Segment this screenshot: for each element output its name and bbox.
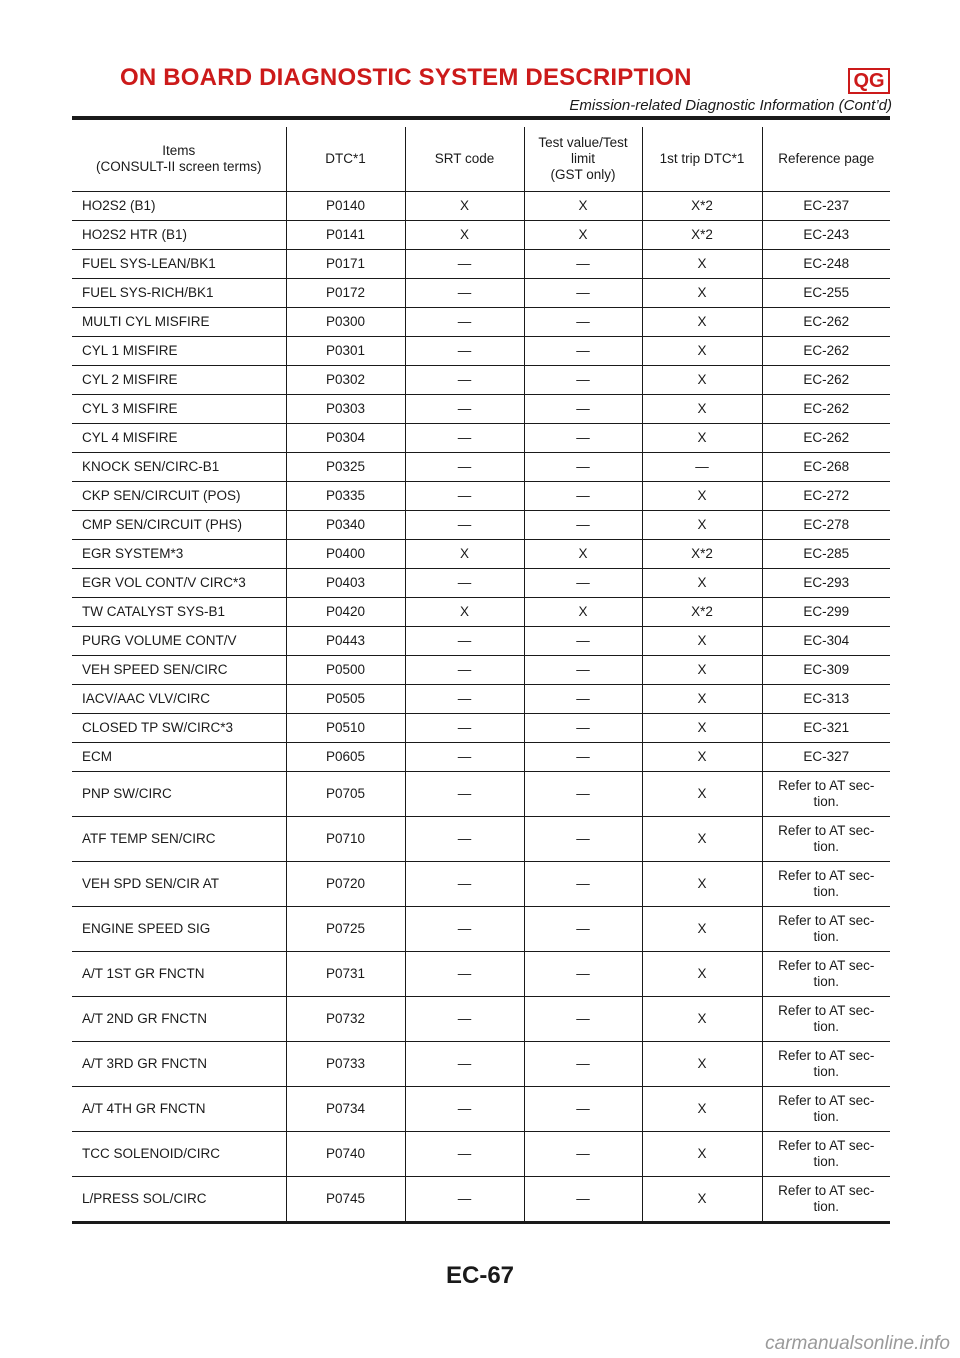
table-cell: A/T 4TH GR FNCTN	[72, 1087, 286, 1132]
table-cell: —	[405, 308, 524, 337]
table-cell: P0605	[286, 743, 405, 772]
table-cell: —	[405, 1042, 524, 1087]
table-cell: Refer to AT sec- tion.	[762, 1087, 890, 1132]
table-cell: MULTI CYL MISFIRE	[72, 308, 286, 337]
table-cell: —	[405, 907, 524, 952]
table-cell: X	[642, 1042, 762, 1087]
table-cell: P0733	[286, 1042, 405, 1087]
table-cell: —	[405, 997, 524, 1042]
table-cell: —	[524, 997, 642, 1042]
table-cell: P0141	[286, 221, 405, 250]
table-cell: X	[642, 1132, 762, 1177]
table-cell: VEH SPEED SEN/CIRC	[72, 656, 286, 685]
table-cell: TCC SOLENOID/CIRC	[72, 1132, 286, 1177]
table-cell: X*2	[642, 192, 762, 221]
table-cell: A/T 2ND GR FNCTN	[72, 997, 286, 1042]
table-cell: —	[524, 511, 642, 540]
table-cell: EC-293	[762, 569, 890, 598]
table-row	[72, 656, 890, 685]
table-cell: P0140	[286, 192, 405, 221]
table-cell: CYL 4 MISFIRE	[72, 424, 286, 453]
table-cell: EC-262	[762, 395, 890, 424]
table-cell: FUEL SYS-RICH/BK1	[72, 279, 286, 308]
table-row	[72, 424, 890, 453]
table-cell: —	[524, 395, 642, 424]
table-cell: —	[524, 453, 642, 482]
table-row	[72, 772, 890, 817]
table-cell: X	[642, 907, 762, 952]
table-cell: FUEL SYS-LEAN/BK1	[72, 250, 286, 279]
table-cell: P0302	[286, 366, 405, 395]
table-cell: P0505	[286, 685, 405, 714]
table-cell: —	[524, 1177, 642, 1223]
table-cell: HO2S2 (B1)	[72, 192, 286, 221]
table-cell: —	[524, 569, 642, 598]
table-cell: PURG VOLUME CONT/V	[72, 627, 286, 656]
table-cell: CLOSED TP SW/CIRC*3	[72, 714, 286, 743]
table-cell: —	[405, 424, 524, 453]
table-cell: X	[642, 627, 762, 656]
table-cell: P0340	[286, 511, 405, 540]
page-subtitle: Emission-related Diagnostic Information (Cont’d)	[569, 97, 892, 114]
table-row	[72, 192, 890, 221]
column-header-label: Reference page	[778, 151, 875, 166]
table-cell: P0172	[286, 279, 405, 308]
table-cell: X*2	[642, 598, 762, 627]
table-cell: P0303	[286, 395, 405, 424]
table-cell: Refer to AT sec- tion.	[762, 952, 890, 997]
table-cell: X	[642, 743, 762, 772]
table-cell: X	[642, 952, 762, 997]
table-cell: P0171	[286, 250, 405, 279]
table-row	[72, 308, 890, 337]
table-row	[72, 598, 890, 627]
table-cell: KNOCK SEN/CIRC-B1	[72, 453, 286, 482]
table-cell: —	[405, 817, 524, 862]
table-cell: EC-268	[762, 453, 890, 482]
column-header-label: 1st trip DTC*1	[659, 151, 745, 166]
table-cell: —	[524, 1132, 642, 1177]
table-row	[72, 279, 890, 308]
header-row	[72, 127, 890, 192]
table-cell: X	[642, 569, 762, 598]
table-cell: ENGINE SPEED SIG	[72, 907, 286, 952]
table-cell: —	[524, 627, 642, 656]
table-cell: P0325	[286, 453, 405, 482]
table-row	[72, 714, 890, 743]
table-cell: Refer to AT sec- tion.	[762, 1177, 890, 1223]
table-cell: —	[524, 1042, 642, 1087]
table-cell: X	[642, 656, 762, 685]
table-row	[72, 862, 890, 907]
table-cell: X	[524, 221, 642, 250]
table-cell: —	[524, 685, 642, 714]
table-cell: EC-309	[762, 656, 890, 685]
table-cell: P0740	[286, 1132, 405, 1177]
header-rule	[72, 116, 890, 120]
table-body	[72, 192, 890, 1223]
table-cell: X	[642, 772, 762, 817]
table-cell: Refer to AT sec- tion.	[762, 1132, 890, 1177]
table-cell: P0443	[286, 627, 405, 656]
table-cell: X	[642, 424, 762, 453]
table-cell: —	[405, 395, 524, 424]
table-cell: X	[642, 1177, 762, 1223]
table-cell: —	[524, 482, 642, 511]
table-row	[72, 511, 890, 540]
table-cell: —	[524, 308, 642, 337]
table-cell: X	[642, 366, 762, 395]
table-cell: —	[524, 743, 642, 772]
table-cell: —	[642, 453, 762, 482]
table-cell: TW CATALYST SYS-B1	[72, 598, 286, 627]
table-cell: —	[405, 279, 524, 308]
table-cell: X*2	[642, 540, 762, 569]
table-cell: Refer to AT sec- tion.	[762, 907, 890, 952]
table-cell: X	[642, 308, 762, 337]
table-cell: EC-248	[762, 250, 890, 279]
table-cell: X	[524, 540, 642, 569]
table-cell: ECM	[72, 743, 286, 772]
table-cell: P0300	[286, 308, 405, 337]
table-cell: P0745	[286, 1177, 405, 1223]
table-row	[72, 743, 890, 772]
column-header	[642, 127, 762, 192]
table-row	[72, 817, 890, 862]
table-row	[72, 569, 890, 598]
table-row	[72, 685, 890, 714]
table-cell: P0725	[286, 907, 405, 952]
page-number: EC-67	[445, 1262, 515, 1289]
table-cell: P0705	[286, 772, 405, 817]
dtc-table	[72, 127, 890, 1224]
table-cell: A/T 1ST GR FNCTN	[72, 952, 286, 997]
table-cell: EC-262	[762, 337, 890, 366]
table-cell: —	[405, 366, 524, 395]
table-cell: P0301	[286, 337, 405, 366]
table-cell: Refer to AT sec- tion.	[762, 817, 890, 862]
table-cell: —	[524, 772, 642, 817]
table-cell: X	[642, 1087, 762, 1132]
table-cell: EC-255	[762, 279, 890, 308]
table-cell: A/T 3RD GR FNCTN	[72, 1042, 286, 1087]
table-cell: —	[524, 714, 642, 743]
table-cell: CMP SEN/CIRCUIT (PHS)	[72, 511, 286, 540]
table-cell: —	[405, 743, 524, 772]
column-header	[72, 127, 286, 192]
table-row	[72, 1132, 890, 1177]
table-cell: X	[642, 482, 762, 511]
column-header-label: DTC*1	[325, 151, 366, 166]
table-cell: —	[405, 453, 524, 482]
table-cell: EC-285	[762, 540, 890, 569]
table-cell: IACV/AAC VLV/CIRC	[72, 685, 286, 714]
table-cell: —	[405, 482, 524, 511]
table-cell: EC-272	[762, 482, 890, 511]
table-cell: Refer to AT sec- tion.	[762, 862, 890, 907]
table-cell: —	[405, 250, 524, 279]
table-cell: HO2S2 HTR (B1)	[72, 221, 286, 250]
column-header-label: Test value/Test limit (GST only)	[538, 135, 628, 182]
table-cell: EGR VOL CONT/V CIRC*3	[72, 569, 286, 598]
column-header	[762, 127, 890, 192]
column-header-label: Items (CONSULT-II screen terms)	[95, 143, 262, 174]
table-cell: —	[405, 1177, 524, 1223]
table-row	[72, 907, 890, 952]
table-cell: CKP SEN/CIRCUIT (POS)	[72, 482, 286, 511]
table-cell: X	[642, 817, 762, 862]
table-cell: X	[642, 714, 762, 743]
table-cell: CYL 3 MISFIRE	[72, 395, 286, 424]
table-cell: —	[405, 1132, 524, 1177]
table-cell: EC-299	[762, 598, 890, 627]
table-cell: —	[524, 279, 642, 308]
table-cell: —	[524, 250, 642, 279]
table-cell: —	[405, 952, 524, 997]
table-cell: X	[642, 250, 762, 279]
table-cell: L/PRESS SOL/CIRC	[72, 1177, 286, 1223]
table-cell: CYL 2 MISFIRE	[72, 366, 286, 395]
table-cell: EGR SYSTEM*3	[72, 540, 286, 569]
table-cell: ATF TEMP SEN/CIRC	[72, 817, 286, 862]
table-cell: —	[405, 656, 524, 685]
table-cell: —	[405, 627, 524, 656]
table-cell: EC-237	[762, 192, 890, 221]
table-cell: —	[524, 424, 642, 453]
table-row	[72, 250, 890, 279]
table-cell: EC-327	[762, 743, 890, 772]
table-cell: X	[405, 540, 524, 569]
table-cell: EC-278	[762, 511, 890, 540]
table-cell: X	[405, 221, 524, 250]
page-header	[0, 64, 960, 124]
table-row	[72, 1087, 890, 1132]
table-cell: —	[405, 772, 524, 817]
page-title: ON BOARD DIAGNOSTIC SYSTEM DESCRIPTION	[120, 64, 692, 91]
table-row	[72, 366, 890, 395]
table-row	[72, 221, 890, 250]
table-cell: EC-304	[762, 627, 890, 656]
table-cell: —	[405, 685, 524, 714]
column-header	[524, 127, 642, 192]
table-cell: —	[405, 337, 524, 366]
table-cell: EC-243	[762, 221, 890, 250]
column-header	[286, 127, 405, 192]
table-cell: —	[524, 862, 642, 907]
table-row	[72, 997, 890, 1042]
table-cell: EC-262	[762, 308, 890, 337]
table-cell: CYL 1 MISFIRE	[72, 337, 286, 366]
table-cell: X	[642, 337, 762, 366]
table-row	[72, 1042, 890, 1087]
table-cell: Refer to AT sec- tion.	[762, 1042, 890, 1087]
table-cell: —	[524, 1087, 642, 1132]
table-cell: X	[642, 862, 762, 907]
table-cell: P0734	[286, 1087, 405, 1132]
table-cell: X	[405, 598, 524, 627]
table-cell: X*2	[642, 221, 762, 250]
table-cell: P0731	[286, 952, 405, 997]
table-cell: VEH SPD SEN/CIR AT	[72, 862, 286, 907]
table-cell: EC-262	[762, 424, 890, 453]
table-cell: X	[642, 279, 762, 308]
table-cell: —	[405, 511, 524, 540]
column-header-label: SRT code	[434, 151, 495, 166]
table-cell: P0304	[286, 424, 405, 453]
table-cell: X	[642, 685, 762, 714]
table-cell: P0720	[286, 862, 405, 907]
table-cell: P0710	[286, 817, 405, 862]
engine-badge: QG	[848, 68, 890, 94]
table-row	[72, 627, 890, 656]
table-cell: —	[524, 817, 642, 862]
table-cell: X	[524, 598, 642, 627]
table-cell: P0420	[286, 598, 405, 627]
table-header	[72, 127, 890, 192]
table-cell: X	[642, 997, 762, 1042]
table-cell: P0335	[286, 482, 405, 511]
table-cell: —	[524, 656, 642, 685]
table-cell: P0732	[286, 997, 405, 1042]
table-cell: —	[405, 714, 524, 743]
table-cell: EC-262	[762, 366, 890, 395]
table-cell: X	[405, 192, 524, 221]
table-cell: —	[405, 862, 524, 907]
table-row	[72, 952, 890, 997]
table-cell: P0500	[286, 656, 405, 685]
table-row	[72, 453, 890, 482]
table-cell: PNP SW/CIRC	[72, 772, 286, 817]
table-cell: X	[642, 511, 762, 540]
watermark-text: carmanualsonline.info	[765, 1333, 950, 1354]
table-cell: EC-321	[762, 714, 890, 743]
table-row	[72, 337, 890, 366]
table-row	[72, 395, 890, 424]
table-row	[72, 540, 890, 569]
table-row	[72, 482, 890, 511]
table-cell: Refer to AT sec- tion.	[762, 772, 890, 817]
table-cell: —	[524, 952, 642, 997]
table-cell: P0403	[286, 569, 405, 598]
column-header	[405, 127, 524, 192]
table-cell: P0510	[286, 714, 405, 743]
table-cell: —	[405, 1087, 524, 1132]
table-cell: X	[642, 395, 762, 424]
table-cell: —	[524, 366, 642, 395]
table-cell: —	[524, 337, 642, 366]
table-cell: X	[524, 192, 642, 221]
table-cell: —	[405, 569, 524, 598]
table-cell: EC-313	[762, 685, 890, 714]
table-cell: —	[524, 907, 642, 952]
table-cell: P0400	[286, 540, 405, 569]
table-row	[72, 1177, 890, 1223]
table-cell: Refer to AT sec- tion.	[762, 997, 890, 1042]
